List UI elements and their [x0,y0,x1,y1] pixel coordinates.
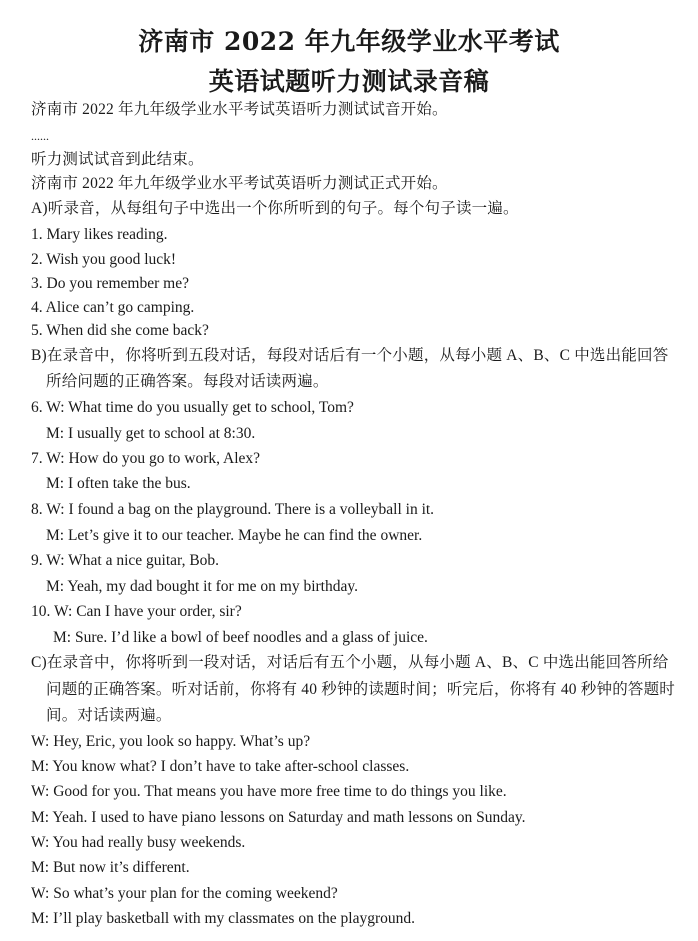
dialogue-question: 10. W: Can I have your order, sir? [31,603,242,620]
section-a-item: 4. Alice can’t go camping. [31,299,195,316]
dialogue-answer: M: Let’s give it to our teacher. Maybe he can find the owner. [46,527,423,544]
dialogue-answer: M: Yeah, my dad bought it for me on my birthday. [46,578,358,595]
dialogue-question: 9. W: What a nice guitar, Bob. [31,552,220,569]
conversation-line: M: You know what? I don’t have to take after-school classes. [31,758,410,775]
section-a-instruction: A)听录音，从每组句子中选出一个你所听到的句子。每个句子读一遍。 [31,200,519,217]
conversation-line: M: Yeah. I used to have piano lessons on Saturday and math lessons on Sunday. [31,809,526,826]
intro-line: 济南市 2022 年九年级学业水平考试英语听力测试正式开始。 [31,175,448,192]
section-b-instruction: 所给问题的正确答案。每段对话读两遍。 [46,373,329,390]
dialogue-question: 7. W: How do you go to work, Alex? [31,450,261,467]
conversation-line: M: But now it’s different. [31,859,190,876]
dialogue-answer: M: I often take the bus. [46,475,191,492]
conversation-line: W: Hey, Eric, you look so happy. What’s up? [31,733,311,750]
intro-line: 听力测试试音到此结束。 [31,151,204,168]
document-title-line2: 英语试题听力测试录音稿 [208,67,490,96]
section-a-item: 2. Wish you good luck! [31,251,177,268]
intro-ellipsis: ...... [31,129,49,143]
dialogue-question: 6. W: What time do you usually get to school, Tom? [31,399,354,416]
conversation-line: W: So what’s your plan for the coming weekend? [31,885,338,902]
document-title-line1: 济南市 2022 年九年级学业水平考试 [138,27,560,56]
section-a-item: 3. Do you remember me? [31,275,189,292]
section-c-instruction: 问题的正确答案。听对话前，你将有 40 秒钟的读题时间；听完后，你将有 40 秒钟的答题时 [46,681,676,698]
section-b-instruction: B)在录音中，你将听到五段对话，每段对话后有一个小题，从每小题 A、B、C 中选出能回答 [31,347,669,364]
intro-line: 济南市 2022 年九年级学业水平考试英语听力测试试音开始。 [31,101,448,118]
section-a-item: 5. When did she come back? [31,322,209,339]
dialogue-answer: M: I usually get to school at 8:30. [46,425,256,442]
section-a-item: 1. Mary likes reading. [31,226,168,243]
conversation-line: W: Good for you. That means you have more free time to do things you like. [31,783,507,800]
dialogue-answer: M: Sure. I’d like a bowl of beef noodles and a glass of juice. [53,629,428,646]
conversation-line: W: You had really busy weekends. [31,834,246,851]
dialogue-question: 8. W: I found a bag on the playground. There is a volleyball in it. [31,501,435,518]
section-c-instruction: 间。对话读两遍。 [46,707,172,724]
conversation-line: M: I’ll play basketball with my classmates on the playground. [31,910,415,927]
section-c-instruction: C)在录音中，你将听到一段对话，对话后有五个小题，从每小题 A、B、C 中选出能回答所给 [31,654,669,671]
